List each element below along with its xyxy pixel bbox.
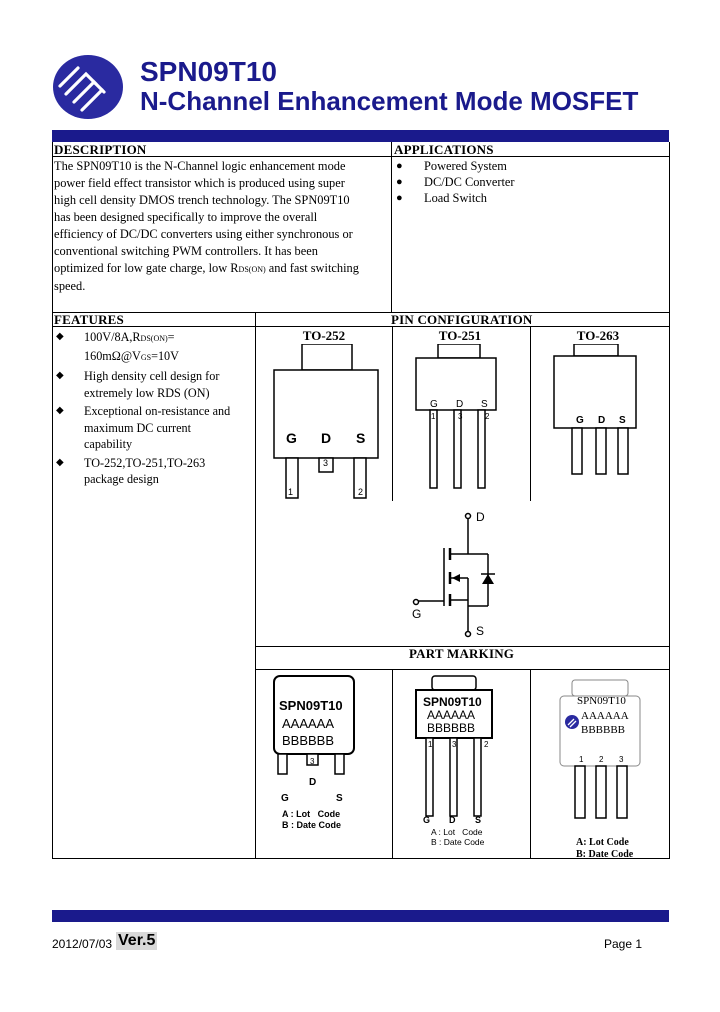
- diamond-icon: ◆: [56, 405, 64, 416]
- list-item: [394, 190, 515, 206]
- diamond-icon: ◆: [56, 370, 64, 381]
- desc-subscript: DS(ON): [238, 265, 266, 274]
- package-label-to252: TO-252: [302, 328, 346, 343]
- diamond-icon: ◆: [56, 456, 64, 468]
- list-item: [394, 158, 515, 174]
- mark-divider-1: [392, 669, 393, 859]
- to252-pin-s: S: [356, 430, 366, 446]
- description-title: DESCRIPTION: [54, 142, 147, 157]
- bullet-icon: ●: [396, 192, 403, 204]
- features-divider: [255, 312, 256, 859]
- desc-line: power field effect transistor which is produced using super: [54, 176, 345, 190]
- feature-text: 100V/8A,R: [84, 330, 141, 344]
- to251-pin-d: D: [456, 399, 464, 410]
- desc-line: efficiency of DC/DC converters using either synchronous or: [54, 227, 353, 241]
- list-item: [54, 329, 254, 366]
- to252-pin-num-3: 3: [323, 458, 329, 468]
- marking3-pin-num-2: 2: [599, 755, 604, 764]
- package-label-to263: TO-263: [576, 328, 620, 343]
- marking1-line2: AAAAAA: [282, 716, 335, 731]
- applications-list: [394, 158, 515, 206]
- marking2-pin-s: S: [475, 815, 482, 825]
- features-title: FEATURES: [54, 312, 124, 327]
- desc-line-part: optimized for low gate charge, low R: [54, 261, 239, 275]
- desc-line: has been designed specifically to improve the overall: [54, 210, 318, 224]
- top-divider-bar: [52, 130, 669, 142]
- package-label-to251: TO-251: [438, 328, 482, 343]
- marking2-pin-g: G: [423, 815, 431, 825]
- section-divider: [52, 312, 670, 313]
- symbol-label-d: D: [476, 510, 485, 524]
- feature-text: Exceptional on-resistance and: [84, 404, 231, 418]
- desc-line-part: and fast switching: [265, 261, 359, 275]
- list-item: [54, 403, 254, 453]
- marking2-pin-num-1: 1: [428, 740, 433, 749]
- desc-line: high cell density DMOS trench technology. The SPN09T10: [54, 193, 350, 207]
- list-item: [54, 368, 254, 401]
- marking1-legend-b: B : Date Code: [282, 820, 342, 830]
- pin-config-title: PIN CONFIGURATION: [391, 312, 533, 327]
- to263-pin-d: D: [598, 415, 606, 426]
- mark-divider-2: [530, 669, 531, 859]
- symbol-label-g: G: [412, 607, 422, 621]
- frame-left: [52, 142, 53, 859]
- feature-text: extremely low RDS (ON): [84, 385, 210, 400]
- to263-pin-g: G: [576, 415, 584, 426]
- feature-text: TO-252,TO-251,TO-263: [84, 455, 206, 470]
- desc-app-divider: [391, 142, 392, 312]
- marking1-legend-a: A : Lot Code: [282, 809, 341, 819]
- to263-package-drawing: [552, 344, 642, 479]
- to263-pin-s: S: [619, 415, 626, 426]
- desc-line: conventional switching PWM controllers. It has been: [54, 244, 318, 258]
- app-item-label: Load Switch: [424, 191, 487, 205]
- part-number-title: SPN09T10: [140, 56, 277, 87]
- feature-subscript: GS: [140, 352, 152, 362]
- to252-pin-num-1: 1: [288, 487, 294, 497]
- company-logo: [52, 54, 124, 120]
- feature-text: maximum DC current: [84, 420, 191, 435]
- part-marking-title: PART MARKING: [409, 646, 515, 661]
- desc-line: The SPN09T10 is the N-Channel logic enhancement mode: [54, 159, 346, 173]
- marking2-line3: BBBBBB: [427, 721, 476, 735]
- app-item-label: DC/DC Converter: [424, 175, 515, 189]
- marking2-line1: SPN09T10: [423, 695, 482, 709]
- to251-pin-num-2: 2: [485, 412, 490, 421]
- desc-line: speed.: [54, 279, 86, 293]
- footer-version: Ver.5: [118, 932, 156, 949]
- document-subtitle: N-Channel Enhancement Mode MOSFET: [140, 86, 639, 116]
- features-list: [54, 329, 254, 490]
- to251-pin-s: S: [481, 399, 488, 410]
- desc-line: [54, 260, 390, 278]
- applications-title: APPLICATIONS: [394, 142, 494, 157]
- to252-package-drawing: [272, 344, 382, 504]
- pkg-divider-1: [392, 326, 393, 501]
- marking2-legend-a: A : Lot Code: [431, 827, 483, 837]
- marking1-line1: SPN09T10: [279, 698, 343, 713]
- bullet-icon: ●: [396, 176, 403, 188]
- feature-text: capability: [84, 437, 133, 451]
- feature-text: package design: [84, 472, 159, 486]
- marking2-pin-num-3: 3: [452, 740, 457, 749]
- footer-page-number: Page 1: [604, 937, 643, 951]
- feature-text: 160mΩ@V: [84, 348, 141, 363]
- marking3-legend-b: B: Date Code: [576, 849, 634, 860]
- symbol-label-s: S: [476, 624, 485, 638]
- list-item: [394, 174, 515, 190]
- to252-pin-num-2: 2: [358, 487, 364, 497]
- marking3-pin-num-3: 3: [619, 755, 624, 764]
- marking3-pin-num-1: 1: [579, 755, 584, 764]
- bottom-divider-bar: [52, 910, 669, 922]
- marking2-pin-d: D: [449, 815, 456, 825]
- description-text: [54, 158, 390, 295]
- pkg-divider-2: [530, 326, 531, 501]
- feature-text: High density cell design for: [84, 369, 220, 383]
- to251-pin-num-3: 3: [458, 412, 463, 421]
- list-item: [54, 455, 254, 488]
- feature-subscript: DS(ON): [140, 334, 168, 343]
- marking3-line2: AAAAAA: [581, 710, 629, 722]
- marking1-pin-num-3: 3: [310, 757, 315, 766]
- marking3-line3: BBBBBB: [581, 724, 626, 736]
- marking3-legend-a: A: Lot Code: [576, 837, 629, 848]
- marking2-legend-b: B : Date Code: [431, 837, 485, 847]
- to252-pin-g: G: [286, 430, 297, 446]
- diamond-icon: ◆: [56, 331, 64, 342]
- marking1-pin-g: G: [281, 793, 289, 804]
- footer-date: 2012/07/03: [52, 937, 113, 951]
- to251-pin-g: G: [430, 399, 438, 410]
- marking2-pin-num-2: 2: [484, 740, 489, 749]
- frame-right: [669, 142, 670, 859]
- bullet-icon: ●: [396, 160, 403, 172]
- marking1-pin-d: D: [309, 777, 317, 788]
- marking1-line3: BBBBBB: [282, 733, 335, 748]
- feature-text: =10V: [151, 348, 179, 363]
- part-marking-title-line: [255, 669, 670, 670]
- marking1-pin-s: S: [336, 793, 343, 804]
- to251-pin-num-1: 1: [431, 412, 436, 421]
- to252-pin-d: D: [321, 430, 332, 446]
- marking2-line2: AAAAAA: [427, 708, 476, 722]
- feature-text: =: [167, 330, 175, 344]
- app-item-label: Powered System: [424, 159, 507, 173]
- marking3-line1: SPN09T10: [577, 695, 626, 707]
